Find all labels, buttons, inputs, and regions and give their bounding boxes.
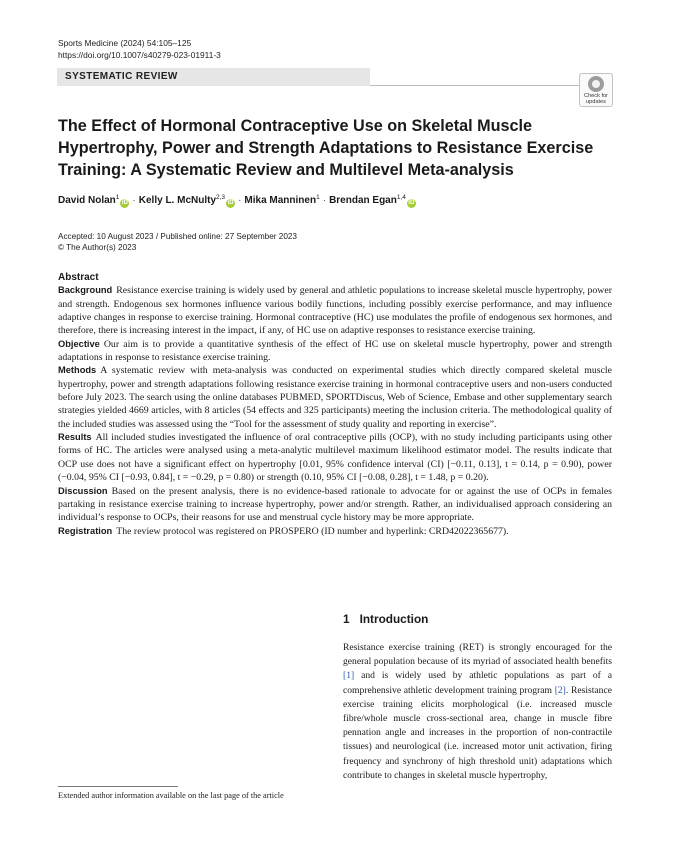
intro-text-2: and is widely used by athletic populations as part of a comprehensive athletic development training program (343, 670, 612, 696)
introduction-paragraph (343, 641, 612, 783)
registration-label: Registration (58, 525, 113, 536)
author-list (58, 194, 416, 208)
check-for-updates-badge[interactable] (579, 73, 613, 107)
registration-text: The review protocol was registered on PROSPERO (ID number and hyperlink: CRD42022365677). (116, 525, 509, 537)
abstract-background (58, 284, 612, 337)
footnote: Extended author information available on the last page of the article (58, 791, 284, 800)
results-text: All included studies investigated the influence of oral contraceptive pills (OCP), with no study including participants using other forms of HC. The articles were analysed using a meta-analytic multilevel maximum likelihood estimator model. The results indicate that OCP use does not have a significant effect on hypertrophy [0.01, 95% confidence interval (CI) [−0.11, 0.13], t = 0.14, p = 0.90), power (−0.04, 95% CI [−0.93, 0.84], t = −0.29, p = 0.80) or strength (0.10, 95% CI [−0.08, 0.28], t = 1.48, p = 0.20). (58, 432, 612, 484)
journal-header (58, 37, 221, 61)
footnote-divider (58, 786, 178, 787)
methods-label: Methods (58, 365, 97, 376)
orcid-icon[interactable]: iD (121, 200, 128, 206)
category-banner (57, 68, 370, 86)
abstract-objective (58, 338, 612, 365)
objective-text: Our aim is to provide a quantitative synthesis of the effect of HC use on skeletal muscle hypertrophy, power and strength adaptations in response to resistance exercise training. (58, 338, 612, 364)
badge-line2: updates (586, 99, 606, 105)
discussion-text: Based on the present analysis, there is no evidence-based rationale to advocate for or against the use of OCPs in females partaking in resistance exercise training to increase hypertrophy, power and/or strength. Rather, an individualised approach considering an individual’s response to OCPs, their reasons for use and menstrual cycle history may be more appropriate. (58, 485, 612, 524)
orcid-icon[interactable]: iD (408, 200, 415, 206)
abstract-registration (58, 525, 612, 538)
doi-link[interactable]: https://doi.org/10.1007/s40279-023-01911-3 (58, 50, 221, 60)
author-separator: · (238, 195, 242, 206)
author-affiliation: 1,4 (396, 194, 406, 201)
intro-text-3: . Resistance exercise training elicits morphological (i.e. increased muscle fibre/whole muscle cross-sectional area, change in muscle fibre pennation angle and increases in the proportion of non-contractile tissues) and neurological (i.e. increased motor unit activation, firing frequency and synchrony of high threshold unit) adaptations which contribute to changes in skeletal muscle hypertrophy, (343, 684, 612, 781)
journal-citation: Sports Medicine (2024) 54:105–125 (58, 38, 192, 48)
author-separator: · (322, 195, 327, 206)
section-number: 1 (343, 612, 350, 626)
introduction-heading (343, 612, 428, 626)
abstract-section (58, 271, 612, 538)
author-separator: · (132, 195, 136, 206)
author-name[interactable]: David Nolan (58, 195, 116, 206)
author-name[interactable]: Brendan Egan (329, 195, 397, 206)
abstract-methods (58, 364, 612, 431)
abstract-results (58, 431, 612, 484)
category-divider (370, 85, 613, 86)
orcid-icon[interactable]: iD (227, 200, 234, 206)
citation-link[interactable]: [1] (343, 670, 355, 682)
abstract-heading: Abstract (58, 272, 99, 283)
abstract-discussion (58, 485, 612, 525)
background-text: Resistance exercise training is widely used by general and athletic populations to increase skeletal muscle hypertrophy, power and strength. Endogenous sex hormones influence various bodily functions, including possibly exercise performance, and may influence adaptive changes in response to exercise training. Hormonal contraceptive (HC) use modulates the profile of endogenous sex hormones, and therefore, there is increasing interest in the impact, if any, of HC use on adaptive responses to resistance exercise training. (58, 285, 612, 337)
article-title: The Effect of Hormonal Contraceptive Use on Skeletal Muscle Hypertrophy, Power and Strength Adaptations to Resistance Exercise Training: A Systematic Review and Multilevel Meta-analysis (58, 117, 594, 179)
author-affiliation: 2,3 (216, 194, 226, 201)
publication-dates (58, 231, 297, 253)
background-label: Background (58, 285, 113, 296)
author-name[interactable]: Mika Manninen (244, 195, 317, 206)
section-title: Introduction (359, 612, 429, 626)
objective-label: Objective (58, 338, 100, 349)
category-label: SYSTEMATIC REVIEW (65, 71, 178, 82)
author-name[interactable]: Kelly L. McNulty (138, 195, 217, 206)
results-label: Results (58, 432, 92, 443)
badge-line1: Check for (584, 93, 608, 99)
author-affiliation: 1 (115, 194, 120, 201)
accepted-published-dates: Accepted: 10 August 2023 / Published online: 27 September 2023 (58, 232, 297, 241)
copyright-line: © The Author(s) 2023 (58, 243, 137, 252)
discussion-label: Discussion (58, 485, 108, 496)
methods-text: A systematic review with meta-analysis was conducted on experimental studies which directly compared skeletal muscle hypertrophy, power and strength adaptations following resistance exercise training in hormonal contraceptive users and non-users conducted before July 2023. The search using the online databases PUBMED, SPORTDiscus, Web of Science, Embase and other supplementary search strategies yielded 4669 articles, with 8 articles (54 effects and 325 participants) meeting the inclusion criteria. The methodological quality of the included studies was assessed using the “Tool for the assessment of study quality and reporting in exercise”. (58, 365, 612, 430)
intro-text-1: Resistance exercise training (RET) is strongly encouraged for the general population because of its myriad of associated health benefits (343, 642, 612, 668)
author-affiliation: 1 (316, 194, 320, 201)
check-updates-icon (588, 76, 604, 92)
citation-link[interactable]: [2] (554, 684, 566, 696)
